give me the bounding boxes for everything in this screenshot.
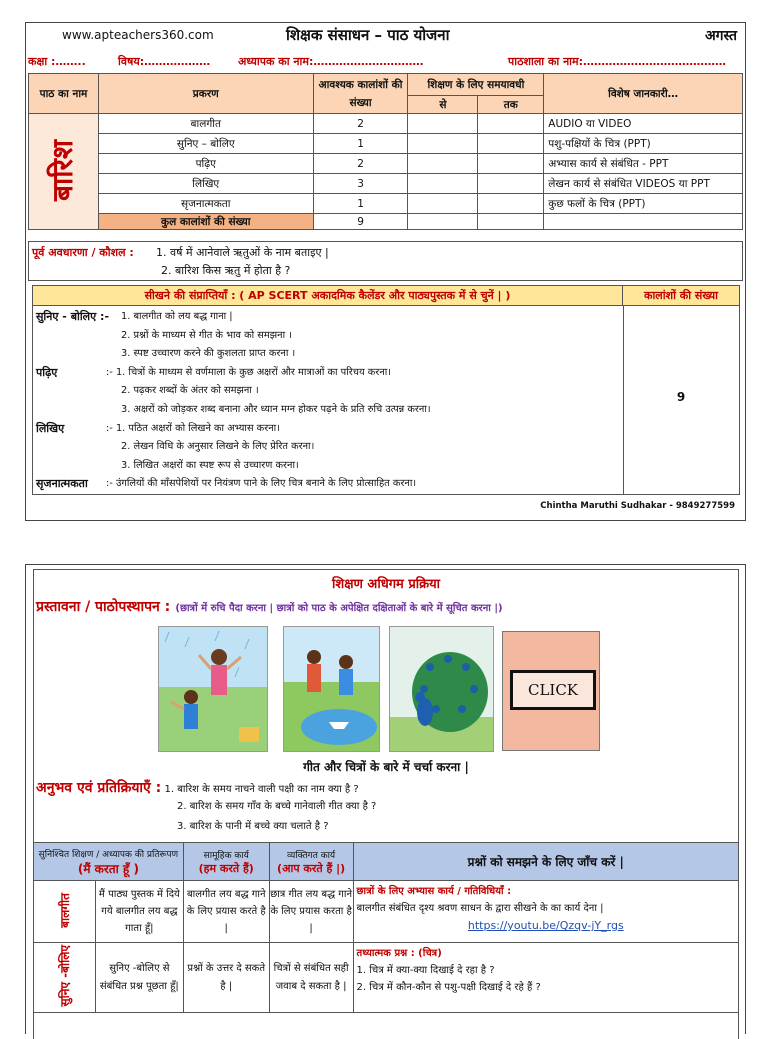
- lesson-plan-page: [25, 22, 746, 521]
- lesson-header: पाठ का नाम: [29, 74, 99, 114]
- from-cell[interactable]: [408, 194, 478, 214]
- info-cell: कुछ फलों के चित्र (PPT): [544, 194, 743, 214]
- teacher-header-top: सुनिश्चित शिक्षण / अध्यापक की प्रतिरूपण: [38, 849, 179, 860]
- to-cell[interactable]: [478, 214, 544, 230]
- group-cell: प्रश्नों के उत्तर दे सकते है |: [183, 943, 269, 1013]
- activity-table: [33, 842, 739, 1013]
- school-field[interactable]: पाठशाला का नाम:…………………………………: [508, 55, 727, 68]
- outcome-row: [36, 364, 621, 383]
- intro-line: [36, 596, 503, 616]
- experience-line: 2. बारिश के समय गाँव के बच्चे गानेवाली गीत क्या है ?: [177, 801, 377, 812]
- check-text: बालगीत संबंधित दृश्य श्रवण साधन के द्वारा सीखने के का कार्य देना |: [356, 903, 604, 914]
- info-cell: AUDIO या VIDEO: [544, 114, 743, 134]
- topic-cell: बालगीत: [98, 114, 313, 134]
- outcome-label-read: पढ़िए: [36, 365, 58, 379]
- outcome-row: [36, 438, 621, 457]
- topic-cell: पढ़िए: [98, 154, 313, 174]
- check-cell: [353, 881, 738, 943]
- periods-header: आवश्यक कालांशों की संख्या: [313, 74, 408, 114]
- from-cell[interactable]: [408, 174, 478, 194]
- prior-section: [28, 241, 743, 281]
- discussion-text: गीत और चित्रों के बारे में चर्चा करना |: [303, 760, 469, 774]
- outcome-item: :- 1. पठित अक्षरों को लिखने का अभ्यास करना।: [106, 422, 280, 434]
- row-label: सुनिए -बोलिए: [57, 945, 72, 1007]
- check-question: 1. चित्र में क्या-क्या दिखाई दे रहा है ?: [356, 965, 495, 976]
- outcomes-periods-header: कालांशों की संख्या: [623, 286, 739, 306]
- individual-header-top: व्यक्तिगत कार्य: [287, 850, 336, 861]
- periods-cell: 1: [313, 194, 408, 214]
- total-label: कुल कालांशों की संख्या: [98, 214, 313, 230]
- outcome-label-create: सृजनात्मकता: [36, 477, 88, 491]
- info-cell: अभ्यास कार्य से संबंधित - PPT: [544, 154, 743, 174]
- row-label: बालगीत: [57, 892, 72, 928]
- credit-text: Chintha Maruthi Sudhakar - 9849277599: [540, 501, 735, 511]
- from-cell[interactable]: [408, 134, 478, 154]
- outcomes-header: सीखने की संप्राप्तियाँ : ( AP SCERT अकादमिक कैलेंडर और पाठ्यपुस्तक में से चुनें | ): [33, 286, 623, 306]
- outcome-row: [36, 475, 621, 494]
- outcome-row: [36, 382, 621, 401]
- outcome-item: 1. बालगीत को लय बद्ध गाना |: [121, 311, 233, 322]
- experience-line: 1. बारिश के समय नाचने वाली पक्षी का नाम क्या है ?: [164, 784, 359, 795]
- to-cell[interactable]: [478, 114, 544, 134]
- lesson-name: बारिश: [46, 139, 80, 201]
- outcome-row: [36, 401, 621, 420]
- outcome-label-listen: सुनिए - बोलिए :-: [36, 310, 110, 323]
- from-cell[interactable]: [408, 154, 478, 174]
- prior-label: पूर्व अवधारणा / कौशल :: [32, 246, 134, 259]
- group-cell: बालगीत लय बद्ध गाने के लिए प्रयास करते है |: [183, 881, 269, 943]
- to-cell[interactable]: [478, 194, 544, 214]
- individual-header-bottom: (आप करते हैं |): [277, 861, 346, 875]
- prior-line: 2. बारिश किस ऋतु में होता है ?: [161, 264, 291, 277]
- process-inner: [33, 569, 739, 1039]
- outcome-row: [36, 308, 621, 327]
- outcomes-periods-value: 9: [676, 390, 686, 404]
- outcome-item: 2. प्रश्नों के माध्यम से गीत के भाव को समझना ।: [121, 329, 292, 341]
- to-header: तक: [478, 96, 544, 114]
- info-cell: [544, 214, 743, 230]
- outcomes-content: [36, 308, 621, 494]
- outcome-label-write: लिखिए: [36, 421, 65, 435]
- individual-cell: चित्रों से संबंधित सही जवाब दे सकता है |: [269, 943, 353, 1013]
- website-text[interactable]: www.apteachers360.com: [62, 28, 214, 42]
- outcome-row: [36, 327, 621, 346]
- topic-cell: सुनिए – बोलिए: [98, 134, 313, 154]
- outcome-item: 3. लिखित अक्षरों का स्पष्ट रूप से उच्चारण करना।: [121, 459, 299, 471]
- teacher-cell: सुनिए -बोलिए से संबंधित प्रश्न पूछता हूँ|: [95, 943, 183, 1013]
- outcome-row: [36, 345, 621, 364]
- intro-label: प्रस्तावना / पाठोपस्थापन :: [36, 599, 171, 615]
- to-cell[interactable]: [478, 154, 544, 174]
- teacher-header: [34, 843, 184, 881]
- click-button-label: CLICK: [510, 670, 596, 710]
- topic-header: प्रकरण: [98, 74, 313, 114]
- info-cell: पशु-पक्षियों के चित्र (PPT): [544, 134, 743, 154]
- outcome-item: :- उंगलियों की माँसपेशियों पर नियंत्रण पाने के लिए चित्र बनाने के लिए प्रोत्साहित करना।: [106, 478, 417, 490]
- check-question: 2. चित्र में कौन-कौन से पशु-पक्षी दिखाई दे रहे हैं ?: [356, 982, 541, 993]
- click-button[interactable]: [502, 631, 600, 751]
- video-link[interactable]: https://youtu.be/Qzqv-jY_rgs: [467, 919, 624, 932]
- process-title: शिक्षण अधिगम प्रक्रिया: [331, 577, 441, 592]
- from-cell[interactable]: [408, 214, 478, 230]
- group-header: [183, 843, 269, 881]
- experience-label: अनुभव एवं प्रतिक्रियाएँ :: [36, 780, 162, 796]
- outcome-item: 3. स्पष्ट उच्चारण करने की कुशलता प्राप्त करना ।: [121, 348, 296, 360]
- intro-text: (छात्रों में रुचि पैदा करना | छात्रों को पाठ के अपेक्षित दक्षिताओं के बारे में सूचित करना |): [175, 603, 503, 614]
- to-cell[interactable]: [478, 134, 544, 154]
- to-cell[interactable]: [478, 174, 544, 194]
- teacher-field[interactable]: अध्यापक का नाम:…………………………: [238, 55, 424, 68]
- month-label: अगस्त: [704, 28, 737, 44]
- group-header-top: सामूहिक कार्य: [203, 850, 249, 861]
- group-header-bottom: (हम करते हैं): [198, 861, 254, 875]
- row-label-cell: [34, 943, 96, 1013]
- outcomes-box: [32, 285, 740, 495]
- prior-line: 1. वर्ष में आनेवाले ऋतुओं के नाम बताइए |: [156, 246, 329, 259]
- paper-boat-image: [283, 626, 380, 752]
- page-title: शिक्षक संसाधन – पाठ योजना: [286, 26, 450, 44]
- experience-line: 3. बारिश के पानी में बच्चे क्या चलाते है ?: [177, 821, 329, 832]
- outcome-item: 2. पढ़कर शब्दों के अंतर को समझना ।: [121, 385, 259, 397]
- individual-header: [269, 843, 353, 881]
- info-header: विशेष जानकारी…: [544, 74, 743, 114]
- outcome-item: 2. लेखन विधि के अनुसार लिखने के लिए प्रेरित करना।: [121, 441, 315, 453]
- periods-cell: 3: [313, 174, 408, 194]
- rain-dance-image: [158, 626, 268, 752]
- check-cell: [353, 943, 738, 1013]
- check-header: प्रश्नों को समझने के लिए जाँच करें |: [353, 843, 738, 881]
- total-value: 9: [313, 214, 408, 230]
- info-cell: लेखन कार्य से संबंधित VIDEOS या PPT: [544, 174, 743, 194]
- plan-table: [28, 73, 743, 230]
- row-label-cell: [34, 881, 96, 943]
- check-title: तथ्यात्मक प्रश्न : (चित्र): [356, 948, 442, 959]
- outcome-row: [36, 457, 621, 476]
- periods-cell: 1: [313, 134, 408, 154]
- outcome-item: :- 1. चित्रों के माध्यम से वर्णमाला के कुछ अक्षरों और मात्राओं का परिचय करना।: [106, 366, 392, 378]
- experience-section: [36, 778, 736, 832]
- process-page: [25, 564, 746, 1034]
- class-field[interactable]: कक्षा :……..: [28, 55, 86, 68]
- teacher-cell: मैं पाठ्य पुस्तक में दिये गये बालगीत लय बद्ध गाता हूँ|: [95, 881, 183, 943]
- outcome-item: 3. अक्षरों को जोड़कर शब्द बनाना और ध्यान मग्न होकर पढ़ने के प्रति रुचि उत्पन्न करना।: [121, 403, 431, 415]
- time-header: शिक्षण के लिए समयावधी: [408, 74, 544, 96]
- topic-cell: सृजनात्मकता: [98, 194, 313, 214]
- from-cell[interactable]: [408, 114, 478, 134]
- teacher-header-bottom: (मैं करता हूँ ): [77, 861, 139, 876]
- peacock-image: [389, 626, 494, 752]
- outcome-row: [36, 420, 621, 439]
- individual-cell: छात्र गीत लय बद्ध गाने के लिए प्रयास करता है |: [269, 881, 353, 943]
- topic-cell: लिखिए: [98, 174, 313, 194]
- check-title: छात्रों के लिए अभ्यास कार्य / गतिविधियाँ :: [356, 886, 512, 897]
- subject-field[interactable]: विषय:………………: [118, 55, 211, 68]
- from-header: से: [408, 96, 478, 114]
- lesson-name-cell: [29, 114, 99, 230]
- periods-cell: 2: [313, 154, 408, 174]
- periods-cell: 2: [313, 114, 408, 134]
